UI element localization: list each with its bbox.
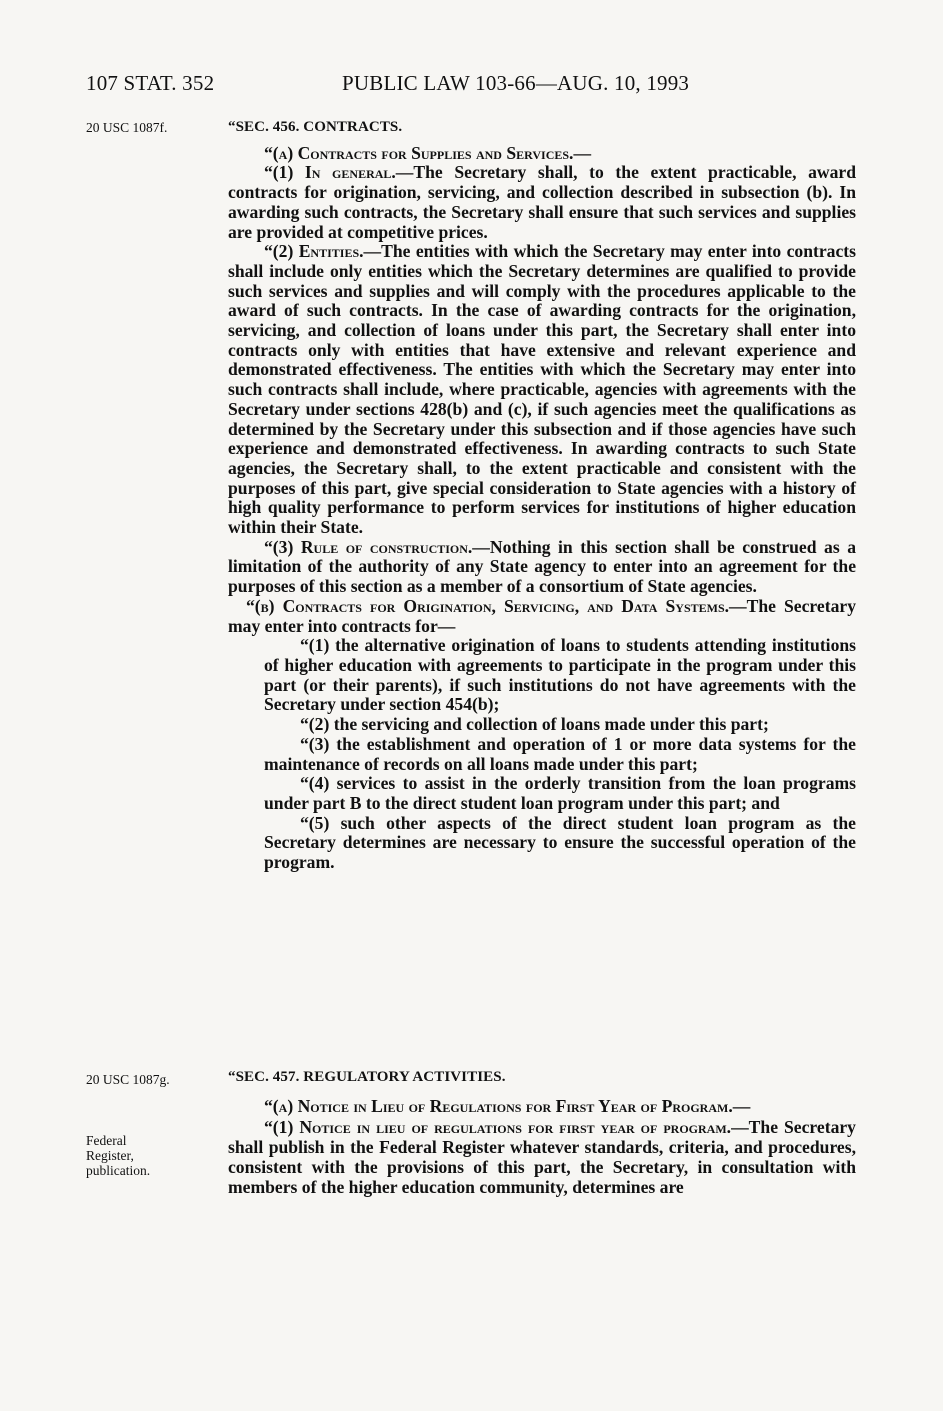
list-item: “(2) the servicing and collection of loans made under this part;: [300, 714, 769, 735]
margin-note-line: Register,: [86, 1148, 134, 1163]
section-456: [228, 118, 856, 873]
section-457-heading: “SEC. 457. REGULATORY ACTIVITIES.: [228, 1069, 506, 1085]
paragraph-a3-head: “(3) Rule of construction.—: [264, 536, 490, 557]
margin-note-usc-1087f: 20 USC 1087f.: [86, 120, 168, 135]
margin-note-usc-1087g: 20 USC 1087g.: [86, 1072, 170, 1087]
margin-note-line: Federal: [86, 1133, 127, 1148]
section-457-subsection-a-heading: “(a) Notice in Lieu of Regulations for First Year of Program.—: [264, 1095, 751, 1116]
list-item: “(3) the establishment and operation of 1 or more data systems for the maintenance of records on all loans made under this part;: [264, 733, 856, 774]
stat-page-number: 107 STAT. 352: [86, 71, 215, 95]
section-457: [228, 1068, 856, 1197]
subsection-b-list: [228, 636, 856, 872]
paragraph-a1: [228, 163, 856, 242]
list-item: “(4) services to assist in the orderly transition from the loan programs under part B to the direct student loan program under this part; and: [264, 773, 856, 813]
list-item: “(1) the alternative origination of loans to students attending institutions of higher education with agreements to participate in the program under this part (or their parents), if such institutions do not have agreements with the Secretary under section 454(b);: [264, 635, 856, 715]
paragraph-a3-text: Nothing in this section shall be construed as a limitation of the authority of any State agency to enter into an agreement for the purposes of this section as a member of a consortium of State agencies.: [228, 536, 856, 597]
paragraph-a1-head: “(1) In general.—: [264, 162, 414, 183]
list-item: “(5) such other aspects of the direct student loan program as the Secretary determines are necessary to ensure the successful operation of the program.: [264, 812, 856, 873]
subsection-b-intro: The Secretary may enter into contracts for—: [228, 595, 856, 636]
paragraph-a3: [228, 538, 856, 597]
subsection-a-heading: “(a) Contracts for Supplies and Services.—: [264, 142, 592, 163]
section-457-paragraph-a1-text: The Secretary shall publish in the Federal Register whatever standards, criteria, and procedures, consistent with the provisions of this part, the Secretary, in consultation with members of the higher education community, determines are: [228, 1117, 856, 1197]
paragraph-a2-head: “(2) Entities.—: [264, 241, 382, 262]
paragraph-a1-text: The Secretary shall, to the extent practicable, award contracts for origination, servicing, and collection described in subsection (b). In awarding such contracts, the Secretary shall ensure that such services and supplies are provided at competitive prices.: [228, 162, 856, 242]
paragraph-a2: [228, 242, 856, 538]
margin-note-federal-register: [86, 1133, 150, 1178]
paragraph-a2-text: The entities with which the Secretary may enter into contracts shall include only entities which the Secretary determines are qualified to provide such services and supplies and will comply with the procedures applicable to the award of such contracts. In the case of awarding contracts for the origination, servicing, and collection of loans under this part, the Secretary shall enter into contracts only with entities that have extensive and relevant experience and demonstrated effectiveness. The entities with which the Secretary may enter into such contracts shall include, where practicable, agencies with agreements with the Secretary under sections 428(b) and (c), if such agencies meet the qualifications as determined by the Secretary under this subsection and if those agencies have such experience and demonstrated effectiveness. In awarding contracts to such State agencies, the Secretary shall, to the extent practicable and consistent with the purposes of this part, give special consideration to State agencies with a history of high quality performance to perform services for institutions of higher education within their State.: [228, 241, 856, 538]
public-law-header: PUBLIC LAW 103-66—AUG. 10, 1993: [342, 71, 690, 95]
section-457-paragraph-a1: [228, 1118, 856, 1197]
subsection-b: [228, 597, 856, 636]
section-457-paragraph-a1-head: “(1) Notice in lieu of regulations for first year of program.—: [264, 1117, 749, 1138]
subsection-b-heading: “(b) Contracts for Origination, Servicing, and Data Systems.—: [246, 595, 747, 616]
section-456-heading: “SEC. 456. CONTRACTS.: [228, 119, 403, 135]
margin-note-line: publication.: [86, 1163, 151, 1178]
